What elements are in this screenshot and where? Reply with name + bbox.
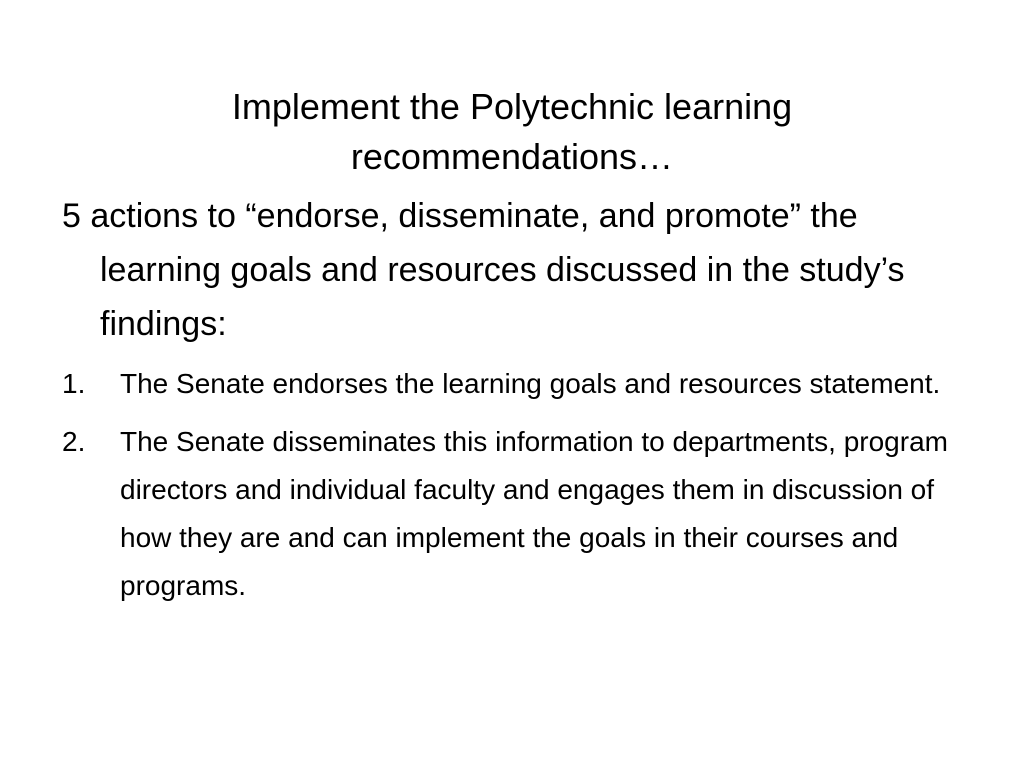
slide-intro: 5 actions to “endorse, disseminate, and promote” the learning goals and resources discussed in the study’s findings:	[62, 197, 905, 343]
action-list	[62, 360, 962, 620]
list-item-number: 1.	[62, 368, 86, 399]
list-item	[62, 418, 962, 610]
slide-title: Implement the Polytechnic learning recommendations…	[231, 86, 793, 177]
list-item-number: 2.	[62, 426, 86, 457]
list-item-text: The Senate disseminates this information to departments, program directors and individual faculty and engages them in discussion of how they are and can implement the goals in their courses and programs.	[120, 426, 948, 601]
list-item	[62, 360, 962, 408]
list-item-text: The Senate endorses the learning goals and resources statement.	[120, 368, 941, 399]
